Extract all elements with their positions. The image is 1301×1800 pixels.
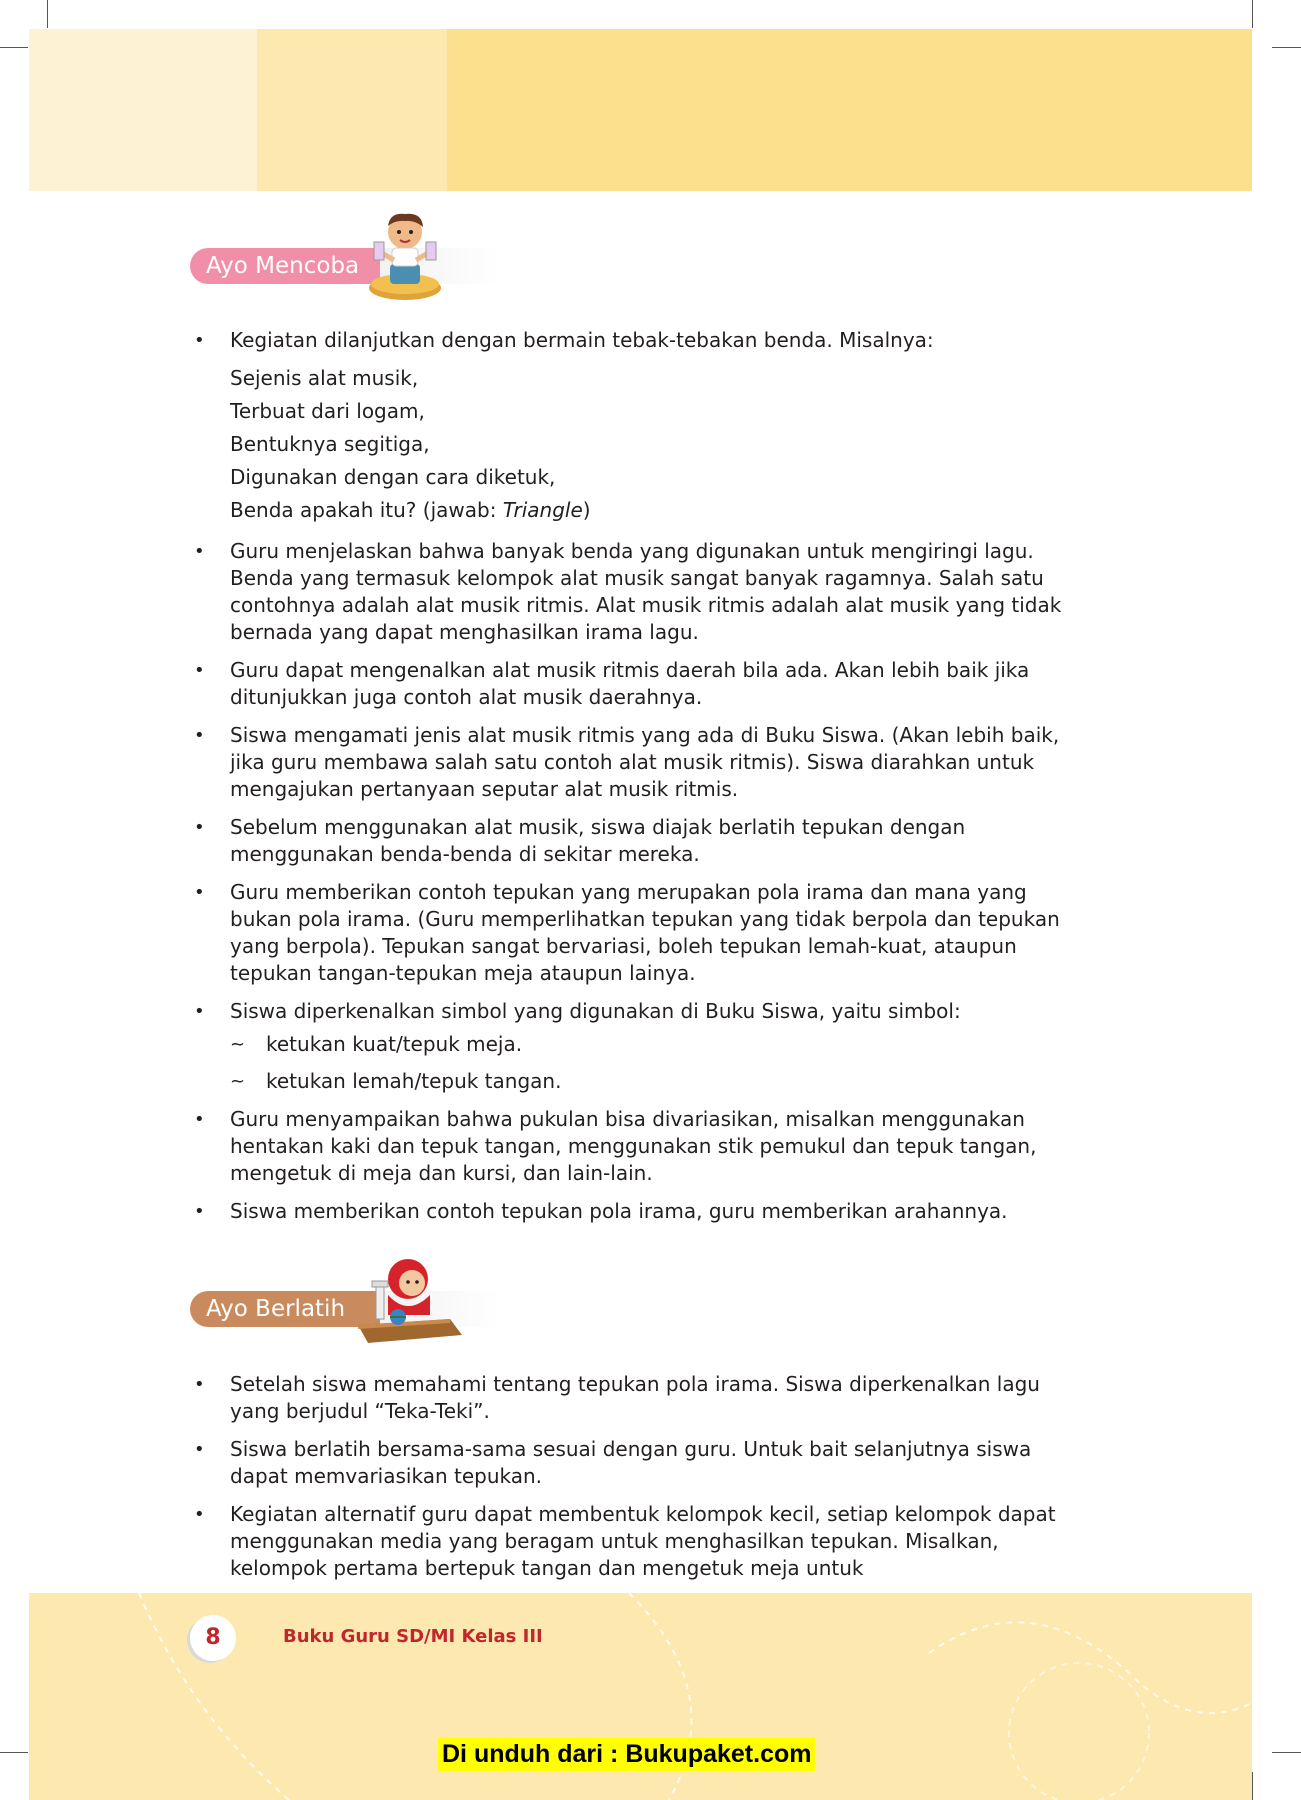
crop-mark (1272, 47, 1301, 48)
crop-mark (1252, 1772, 1253, 1800)
riddle-lines: Sejenis alat musik, Terbuat dari logam, Bentuknya segitiga, Digunakan dengan cara diketuk, Benda apakah itu? (jawab: Triangle) (230, 366, 591, 522)
header-band (29, 29, 1252, 191)
crop-mark (1252, 0, 1253, 28)
list-item: • Siswa memberikan contoh tepukan pola irama, guru memberikan arahannya. (190, 1198, 1090, 1225)
list-item: • Sebelum menggunakan alat musik, siswa diajak berlatih tepukan dengan menggunakan benda-benda di sekitar mereka. (190, 814, 1090, 868)
girl-studying-illustration (350, 1255, 470, 1355)
list-item: • Siswa berlatih bersama-sama sesuai dengan guru. Untuk bait selanjutnya siswa dapat memvariasikan tepukan. (190, 1436, 1090, 1490)
boy-experiment-illustration (360, 212, 470, 312)
list-item: • Setelah siswa memahami tentang tepukan pola irama. Siswa diperkenalkan lagu yang berjudul “Teka-Teki”. (190, 1371, 1090, 1425)
list-item: • Guru menjelaskan bahwa banyak benda yang digunakan untuk mengiringi lagu. Benda yang termasuk kelompok alat musik sangat banyak ragamnya. Salah satu contohnya adalah alat musik ritmis. Alat musik ritmis adalah alat musik yang tidak bernada yang dapat menghasilkan irama lagu. (190, 538, 1090, 646)
crop-mark (0, 47, 28, 48)
sub-item: ~ ketukan lemah/tepuk tangan. (230, 1068, 1090, 1095)
book-title: Buku Guru SD/MI Kelas III (283, 1626, 543, 1647)
crop-mark (1272, 1752, 1301, 1753)
sub-item: ~ ketukan kuat/tepuk meja. (230, 1031, 1090, 1058)
section-title: Ayo Mencoba (190, 248, 380, 284)
section-heading-ayo-berlatih (190, 1255, 490, 1355)
page-number: 8 (190, 1615, 236, 1661)
list-item: • Guru memberikan contoh tepukan yang merupakan pola irama dan mana yang bukan pola irama. (Guru memperlihatkan tepukan yang tidak berpola dan tepukan yang berpola). Tepukan sangat bervariasi, boleh tepukan lemah-kuat, ataupun tepukan tangan-tepukan meja ataupun lainya. (190, 879, 1090, 987)
download-source-note: Di unduh dari : Bukupaket.com (438, 1738, 815, 1771)
list-item: • Siswa diperkenalkan simbol yang digunakan di Buku Siswa, yaitu simbol: ~ ketukan kuat/tepuk meja. ~ ketukan lemah/tepuk tangan. (190, 998, 1090, 1095)
list-item: • Kegiatan alternatif guru dapat membentuk kelompok kecil, setiap kelompok dapat menggunakan media yang beragam untuk menghasilkan tepukan. Misalkan, kelompok pertama bertepuk tangan dan mengetuk meja untuk (190, 1501, 1090, 1582)
crop-mark (0, 1752, 28, 1753)
section-title: Ayo Berlatih (190, 1291, 380, 1327)
section-heading-ayo-mencoba (190, 212, 490, 312)
section2-list (190, 1371, 1090, 1593)
list-item: • Kegiatan dilanjutkan dengan bermain tebak-tebakan benda. Misalnya: Sejenis alat musik, Terbuat dari logam, Bentuknya segitiga, Digunakan dengan cara diketuk, Benda apakah itu? (jawab: Triangle) (190, 327, 1090, 527)
symbol-sublist (230, 1031, 1090, 1095)
list-item: • Guru menyampaikan bahwa pukulan bisa divariasikan, misalkan menggunakan hentakan kaki dan tepuk tangan, menggunakan stik pemukul dan tepuk tangan, mengetuk di meja dan kursi, dan lain-lain. (190, 1106, 1090, 1187)
list-item: • Guru dapat mengenalkan alat musik ritmis daerah bila ada. Akan lebih baik jika ditunjukkan juga contoh alat musik daerahnya. (190, 657, 1090, 711)
crop-mark (47, 0, 48, 28)
section1-list (190, 327, 1090, 1236)
list-item: • Siswa mengamati jenis alat musik ritmis yang ada di Buku Siswa. (Akan lebih baik, jika guru membawa salah satu contoh alat musik ritmis). Siswa diarahkan untuk mengajukan pertanyaan seputar alat musik ritmis. (190, 722, 1090, 803)
